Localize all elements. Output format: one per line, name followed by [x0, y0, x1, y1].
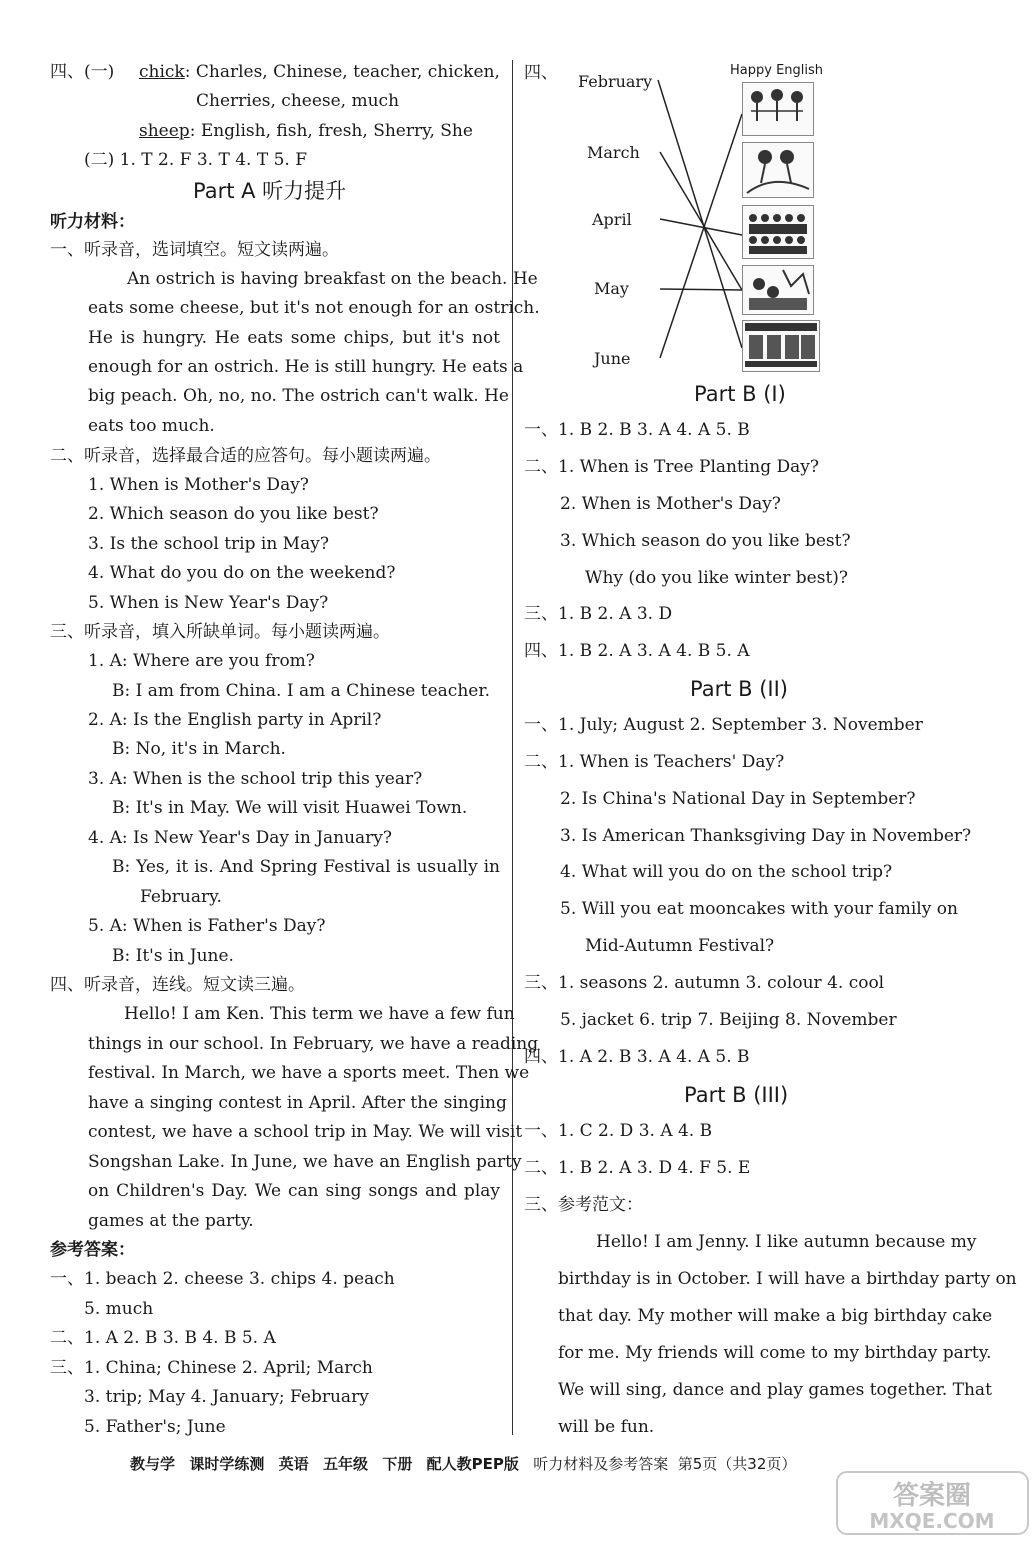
material-label: 听力材料： — [50, 212, 135, 232]
list-item: 2. Which season do you like best? — [88, 504, 379, 524]
b1-answers-2-item: 3. Which season do you like best? — [560, 531, 851, 551]
answers-label: 参考答案： — [50, 1240, 135, 1260]
section4-heading: 四、(一) — [50, 62, 115, 82]
b2-answers-3b: 5. jacket 6. trip 7. Beijing 8. November — [560, 1010, 897, 1030]
b1-answers-2-item: Why (do you like winter best)? — [585, 568, 849, 588]
month-label: May — [594, 279, 629, 298]
b1-answers-2: 二、1. When is Tree Planting Day? — [524, 457, 819, 477]
b2-answers-1: 一、1. July; August 2. September 3. November — [524, 715, 923, 735]
b1-answers-4: 四、1. B 2. A 3. A 4. B 5. A — [524, 641, 750, 661]
list-item: 3. Is the school trip in May? — [88, 534, 329, 554]
chick-line: chick: Charles, Chinese, teacher, chicken, — [139, 62, 500, 82]
b2-answers-2-item: 3. Is American Thanksgiving Day in November? — [560, 826, 972, 846]
q2-heading: 二、听录音，选择最合适的应答句。每小题读两遍。 — [50, 446, 441, 466]
footer-series: 课时学练测 — [189, 1455, 265, 1473]
part-b3-title: Part B (III) — [684, 1083, 789, 1107]
footer-volume: 下册 — [382, 1455, 413, 1473]
answers-1b: 5. much — [84, 1299, 154, 1319]
b2-answers-4: 四、1. A 2. B 3. A 4. A 5. B — [524, 1047, 750, 1067]
part-b2-title: Part B (II) — [690, 677, 788, 701]
page-footer — [130, 1453, 796, 1474]
b2-answers-2-item: 5. Will you eat mooncakes with your family on — [560, 899, 958, 919]
b2-answers-2: 二、1. When is Teachers' Day? — [524, 752, 785, 772]
answers-3c: 5. Father's; June — [84, 1417, 226, 1437]
answers-1: 一、1. beach 2. cheese 3. chips 4. peach — [50, 1269, 395, 1289]
month-label: April — [592, 210, 632, 229]
q3-heading: 三、听录音，填入所缺单词。每小题读两遍。 — [50, 622, 390, 642]
reading-picture — [742, 265, 814, 315]
q1-heading: 一、听录音，选词填空。短文读两遍。 — [50, 240, 339, 260]
footer-grade: 五年级 — [322, 1455, 368, 1473]
watermark-logo — [835, 1470, 1030, 1536]
month-label: March — [587, 143, 640, 162]
part-b1-title: Part B (I) — [694, 382, 786, 406]
b2-answers-2-item: Mid-Autumn Festival? — [585, 936, 775, 956]
footer-edition: 配人教PEP版 — [426, 1455, 519, 1473]
answers-3b: 3. trip; May 4. January; February — [84, 1387, 369, 1407]
b3-answers-3: 三、参考范文： — [524, 1195, 643, 1215]
list-item: 4. What do you do on the weekend? — [88, 563, 396, 583]
footer-page-number: 第5页（共32页） — [677, 1455, 797, 1473]
happy-english-caption: Happy English — [730, 63, 824, 78]
b2-answers-3: 三、1. seasons 2. autumn 3. colour 4. cool — [524, 973, 885, 993]
b1-answers-1: 一、1. B 2. B 3. A 4. A 5. B — [524, 420, 750, 440]
b3-answers-2: 二、1. B 2. A 3. D 4. F 5. E — [524, 1158, 751, 1178]
b1-answers-2-item: 2. When is Mother's Day? — [560, 494, 781, 514]
month-label: February — [578, 72, 653, 91]
footer-brand: 教与学 — [130, 1455, 176, 1473]
part-a-title: Part A 听力提升 — [193, 179, 347, 203]
tf-answers: (二) 1. T 2. F 3. T 4. T 5. F — [84, 150, 308, 170]
answers-2: 二、1. A 2. B 3. B 4. B 5. A — [50, 1328, 276, 1348]
matching-heading: 四、 — [524, 63, 558, 83]
sheep-line: sheep: English, fish, fresh, Sherry, She — [139, 121, 473, 141]
list-item: 1. When is Mother's Day? — [88, 475, 309, 495]
b1-answers-3: 三、1. B 2. A 3. D — [524, 604, 673, 624]
b2-answers-2-item: 4. What will you do on the school trip? — [560, 862, 893, 882]
month-label: June — [594, 349, 631, 368]
footer-section: 听力材料及参考答案 — [533, 1455, 669, 1473]
footer-subject: 英语 — [278, 1455, 309, 1473]
b2-answers-2-item: 2. Is China's National Day in September? — [560, 789, 916, 809]
answers-3: 三、1. China; Chinese 2. April; March — [50, 1358, 373, 1378]
q4-heading: 四、听录音，连线。短文读三遍。 — [50, 975, 305, 995]
trip-picture — [742, 142, 814, 198]
sports-meet-picture — [742, 320, 820, 372]
svg-text:MXQE.COM: MXQE.COM — [869, 1509, 995, 1533]
list-item: 5. When is New Year's Day? — [88, 593, 329, 613]
singing-picture — [742, 205, 814, 259]
chick-line-2: Cherries, cheese, much — [196, 91, 400, 111]
svg-text:答案圈: 答案圈 — [892, 1481, 972, 1511]
party-picture — [742, 82, 814, 136]
b3-answers-1: 一、1. C 2. D 3. A 4. B — [524, 1121, 713, 1141]
